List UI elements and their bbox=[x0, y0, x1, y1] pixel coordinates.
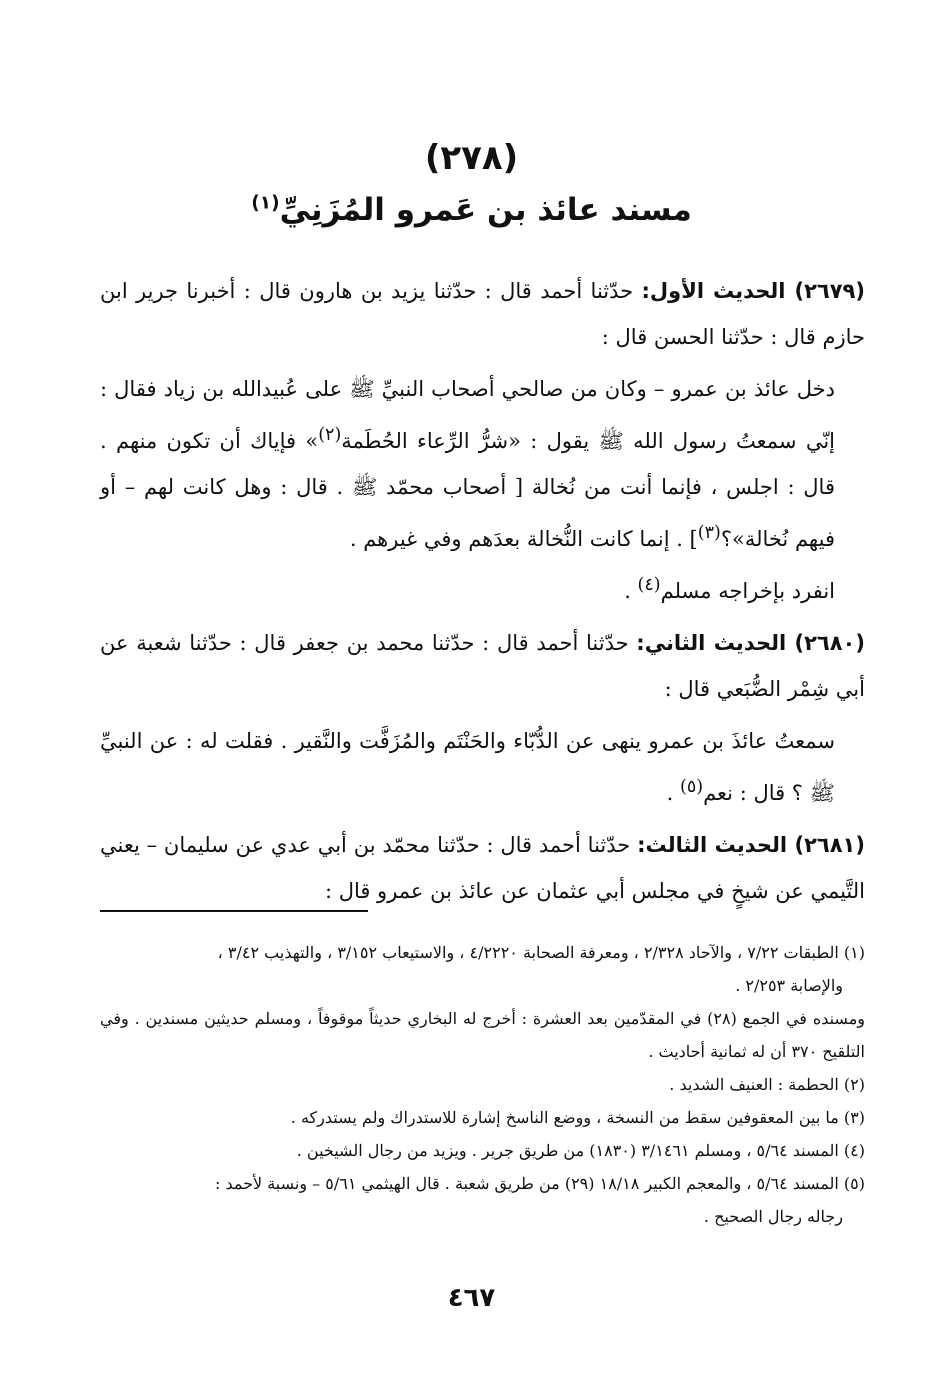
hadith-1-chain-text: حدّثنا أحمد قال : حدّثنا يزيد بن هارون قال : أخبرنا جرير ابن حازم قال : حدّثنا الحسن قال : bbox=[100, 279, 865, 349]
hadith-3-chain bbox=[100, 822, 865, 914]
page-number: ٤٦٧ bbox=[447, 1283, 496, 1313]
footnote-1-line-1: (١) الطبقات ٧/٢٢ ، والآحاد ٢/٣٢٨ ، ومعرفة الصحابة ٤/٢٢٢٠ ، والاستيعاب ٣/١٥٢ ، والتهذيب ٣/٤٢ ، bbox=[217, 943, 865, 962]
hadith-2-chain bbox=[100, 620, 865, 712]
footnote-5-line-1: (٥) المسند ٥/٦٤ ، والمعجم الكبير ١٨/١٨ (٢٩) من طريق شعبة . قال الهيثمي ٥/٦١ – ونسبة لأحمد : bbox=[214, 1174, 865, 1193]
footnote-5-cont bbox=[100, 1200, 865, 1233]
hadith-2-text bbox=[100, 718, 865, 816]
footnote-5-line-2: رجاله رجال الصحيح . bbox=[703, 1207, 843, 1226]
hadith-2-text-part-a: سمعتُ عائذَ بن عمرو ينهى عن الدُّبّاء والحَنْتَم والمُزَفَّت والنَّقير . فقلت له : عن النبيِّ ﷺ ؟ قال : نعم bbox=[100, 729, 835, 805]
hadith-1-title: (٢٦٧٩) الحديث الأول: bbox=[641, 279, 865, 303]
hadith-1-takhrij bbox=[100, 562, 865, 614]
hadith-2-text-end: . bbox=[666, 781, 680, 805]
footnote-separator bbox=[100, 910, 368, 912]
footnote-ref-2: (٢) bbox=[318, 425, 342, 445]
main-text bbox=[100, 268, 865, 914]
footnote-ref-4: (٤) bbox=[637, 575, 661, 595]
footnote-3 bbox=[100, 1101, 865, 1134]
chapter-title-footnote-ref: (١) bbox=[251, 192, 280, 214]
footnote-5 bbox=[100, 1167, 865, 1200]
footnotes bbox=[100, 936, 865, 1233]
footnote-1 bbox=[100, 936, 865, 969]
hadith-1-text-part-a: دخل عائذ بن عمرو – وكان من صالحي أصحاب النبيِّ ﷺ على عُبيدالله بن زياد فقال : إنّي سمعتُ رسول الله ﷺ يقول : «شرُّ الرِّعاء الحُطَمة bbox=[100, 377, 835, 453]
footnote-ref-5: (٥) bbox=[680, 777, 704, 797]
hadith-1-text-part-b: » فإياك أن تكون منهم . قال : اجلس ، فإنما أنت من نُخالة [ أصحاب محمّد ﷺ . قال : وهل كانت لهم – أو فيهم نُخالة»؟ bbox=[100, 429, 835, 551]
chapter-title bbox=[0, 192, 943, 228]
hadith-1-takhrij-end: . bbox=[624, 579, 638, 603]
footnote-2 bbox=[100, 1068, 865, 1101]
hadith-1-text-part-c: ] . إنما كانت النُّخالة بعدَهم وفي غيرهم . bbox=[349, 527, 698, 551]
footnote-2-text: (٢) الحطمة : العنيف الشديد . bbox=[669, 1075, 865, 1094]
hadith-2-chain-text: حدّثنا أحمد قال : حدّثنا محمد بن جعفر قال : حدّثنا شعبة عن أبي شِمْر الضُّبَعي قال : bbox=[100, 631, 865, 701]
hadith-2-title: (٢٦٨٠) الحديث الثاني: bbox=[636, 631, 865, 655]
footnote-ref-3: (٣) bbox=[697, 523, 721, 543]
footnote-1-note bbox=[100, 1002, 865, 1068]
hadith-1-text bbox=[100, 366, 865, 562]
footnote-3-text: (٣) ما بين المعقوفين سقط من النسخة ، ووضع الناسخ إشارة للاستدراك ولم يستدركه . bbox=[290, 1108, 865, 1127]
chapter-title-text: مسند عائذ بن عَمرو المُزَنِيِّ bbox=[279, 192, 692, 228]
footnote-4 bbox=[100, 1134, 865, 1167]
chapter-number: (٢٧٨) bbox=[424, 138, 519, 178]
footnote-1-cont bbox=[100, 969, 865, 1002]
hadith-1-chain bbox=[100, 268, 865, 360]
hadith-3-chain-text: حدّثنا أحمد قال : حدّثنا محمّد بن أبي عدي عن سليمان – يعني التَّيمي عن شيخٍ في مجلس أبي عثمان عن عائذ بن عمرو قال : bbox=[100, 833, 865, 903]
footnote-4-text: (٤) المسند ٥/٦٤ ، ومسلم ٣/١٤٦١ (١٨٣٠) من طريق جرير . ويزيد من رجال الشيخين . bbox=[296, 1141, 865, 1160]
footnote-1-line-3: ومسنده في الجمع (٢٨) في المقدّمين بعد العشرة : أخرج له البخاري حديثاً موقوفاً ، ومسلم حديثين مسندين . وفي التلقيح ٣٧٠ أن له ثمانية أحاديث . bbox=[100, 1009, 866, 1061]
hadith-3-title: (٢٦٨١) الحديث الثالث: bbox=[637, 833, 865, 857]
footnote-1-line-2: والإصابة ٢/٢٥٣ . bbox=[735, 976, 843, 995]
hadith-1-takhrij-text: انفرد بإخراجه مسلم bbox=[660, 579, 835, 603]
